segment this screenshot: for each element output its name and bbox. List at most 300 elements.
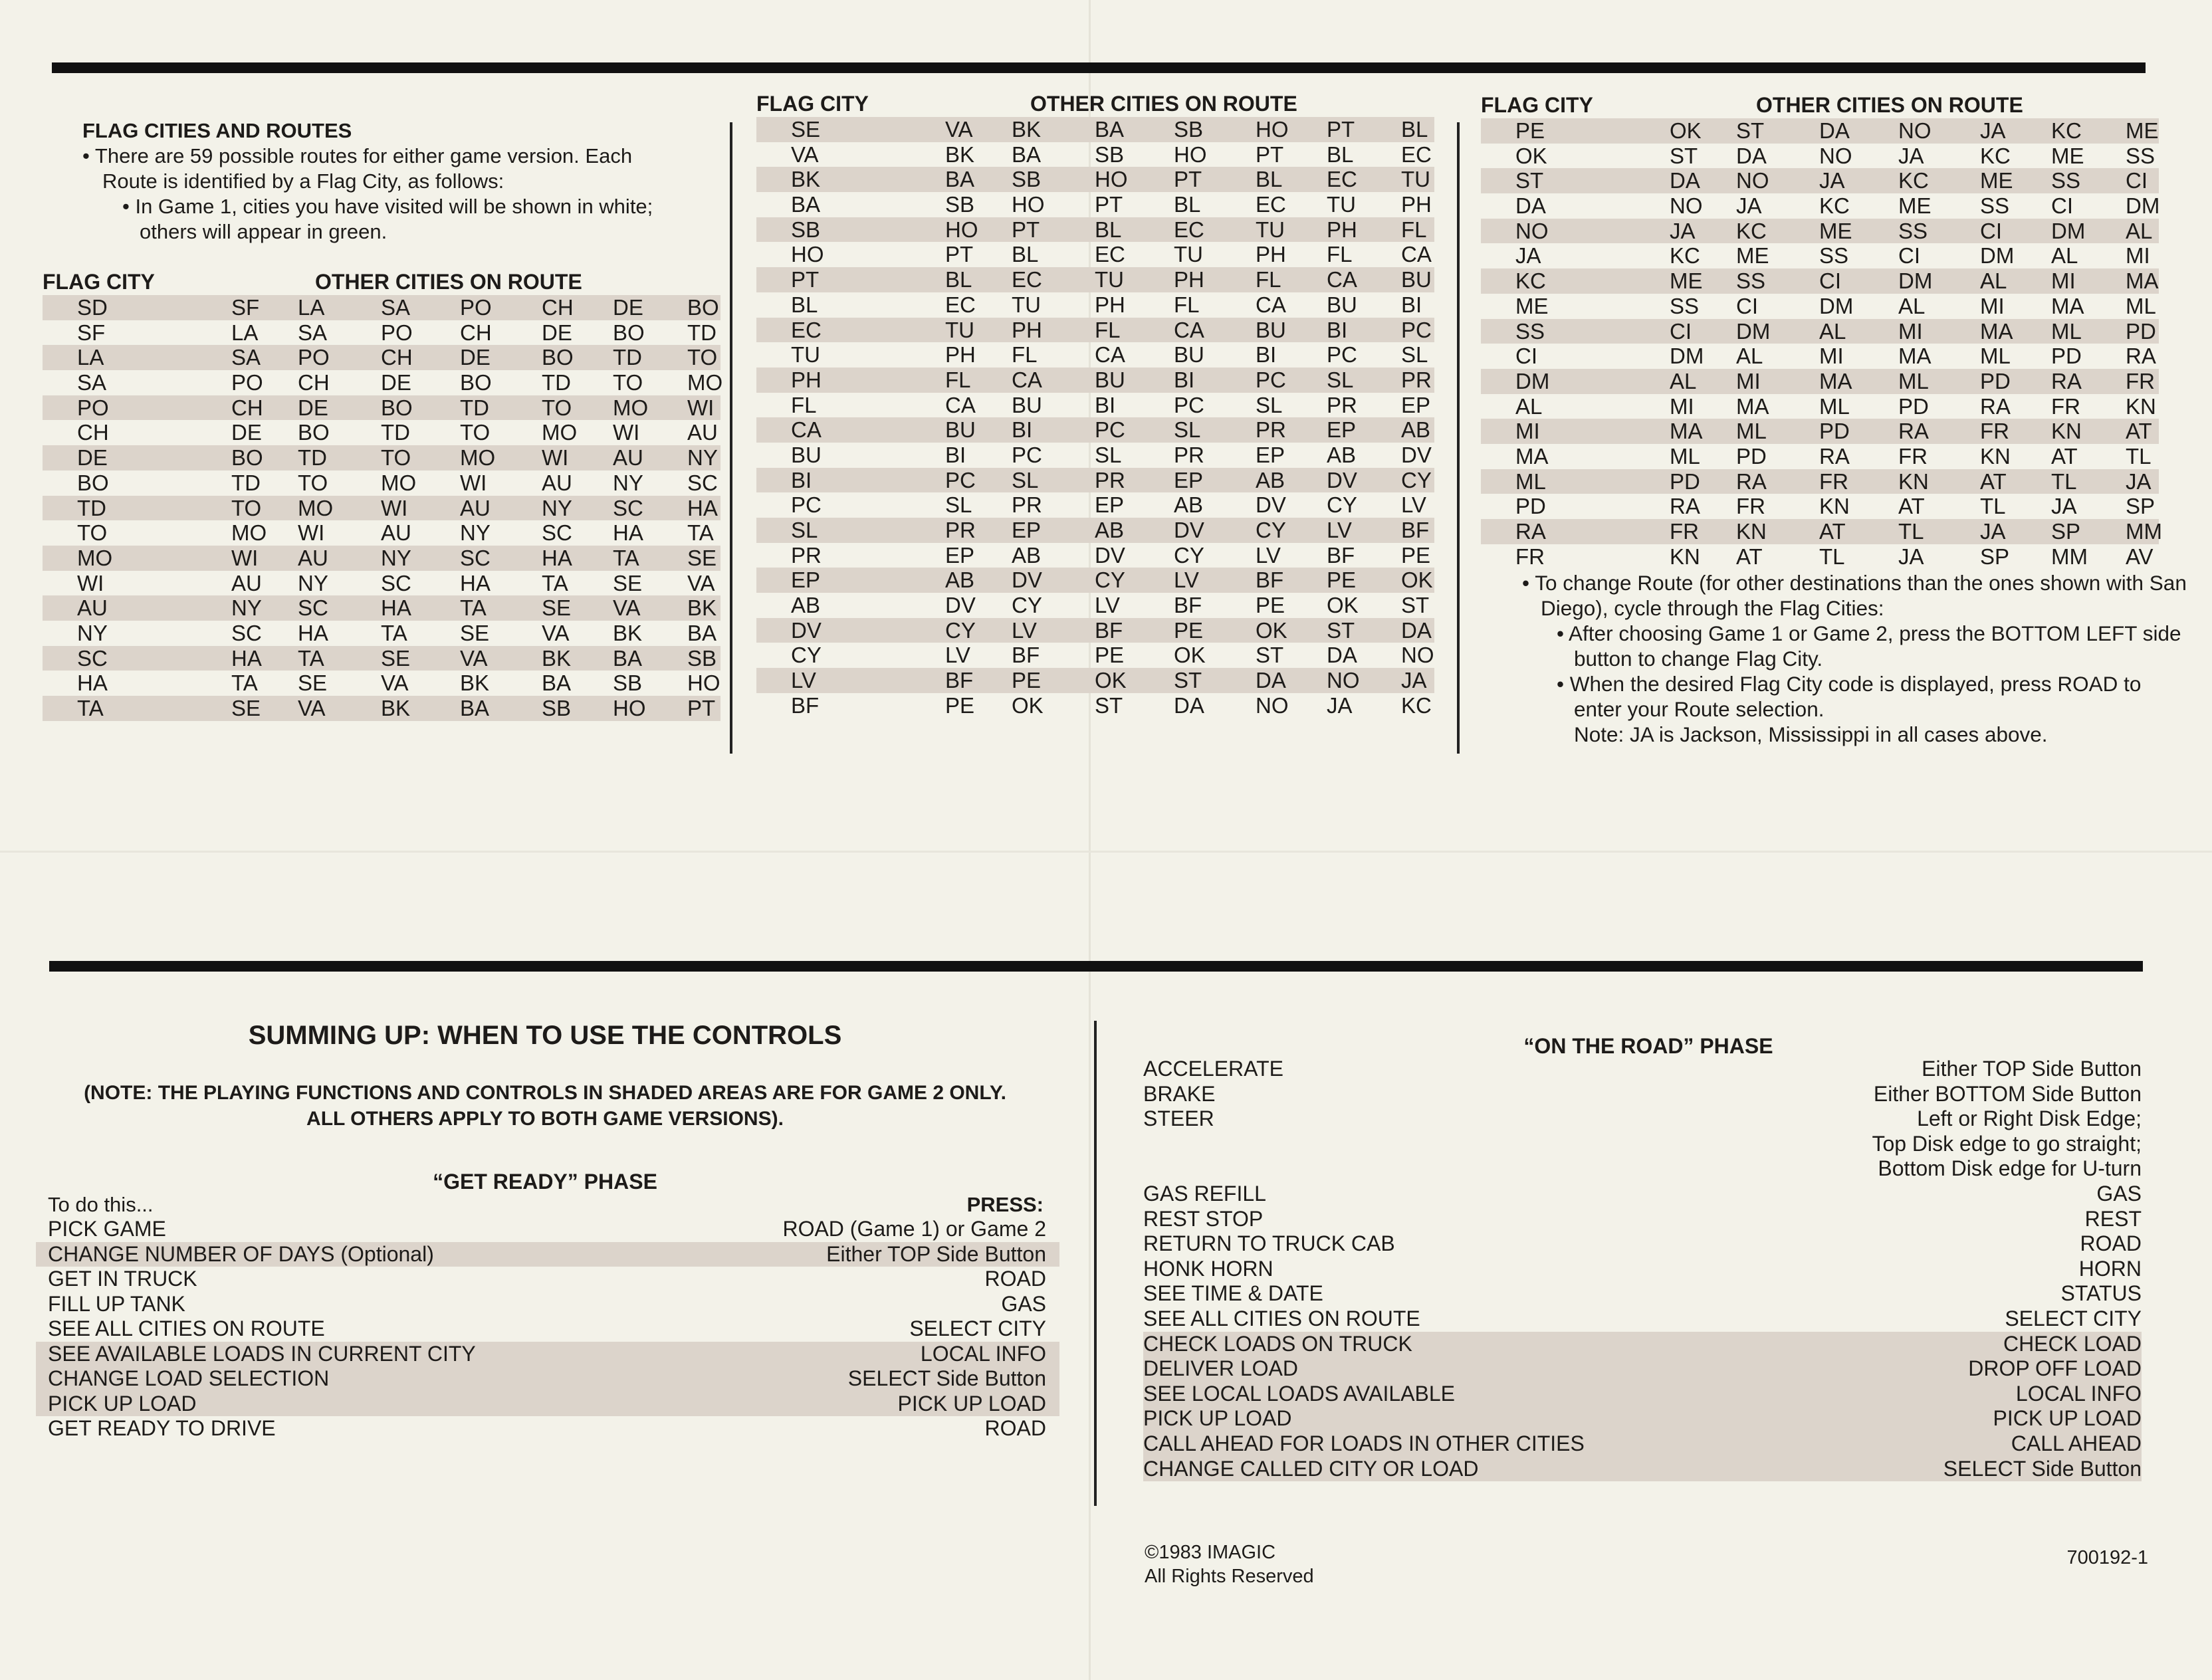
route-city-code: SC: [231, 620, 262, 645]
route-city-code: ME: [1736, 243, 1769, 268]
route-city-code: SL: [1327, 367, 1354, 392]
route-rows: [756, 117, 1434, 718]
route-city-code: MI: [1736, 368, 1761, 393]
get-ready-row: [36, 1292, 1059, 1317]
route-city-code: BO: [613, 320, 645, 345]
route-row: [1481, 394, 2159, 419]
route-city-code: TD: [687, 320, 717, 345]
control-action: CALL AHEAD FOR LOADS IN OTHER CITIES: [1143, 1431, 1585, 1455]
route-row: [756, 492, 1434, 518]
flag-city-code: MI: [1515, 419, 1540, 444]
route-city-code: TO: [298, 470, 328, 495]
route-city-code: EC: [945, 292, 976, 317]
control-press: SELECT Side Button: [1943, 1456, 2142, 1481]
route-city-code: BK: [1012, 117, 1042, 142]
route-city-code: SP: [1980, 544, 2010, 569]
route-city-code: DV: [1095, 542, 1125, 568]
route-city-code: TO: [381, 445, 411, 471]
route-row: [1481, 219, 2159, 244]
route-city-code: PE: [1256, 593, 1285, 618]
route-city-code: WI: [381, 495, 408, 520]
route-city-code: FR: [2126, 368, 2155, 393]
route-city-code: JA: [1980, 519, 2006, 544]
flag-city-code: EC: [791, 317, 822, 342]
route-city-code: CH: [381, 345, 413, 370]
route-city-code: SC: [542, 520, 572, 546]
flag-city-code: PT: [791, 267, 820, 292]
route-city-code: LV: [945, 643, 970, 668]
flag-city-code: BF: [791, 692, 820, 718]
route-city-code: SB: [687, 645, 717, 671]
route-city-code: TD: [460, 395, 489, 420]
control-action: CHANGE NUMBER OF DAYS (Optional): [48, 1241, 434, 1266]
route-city-code: BO: [687, 295, 719, 320]
summary-note-line-1: (NOTE: THE PLAYING FUNCTIONS AND CONTROLS IN SHADED AREAS ARE FOR GAME 2 ONLY.: [84, 1082, 1006, 1104]
route-city-code: SE: [381, 645, 411, 671]
route-city-code: FL: [1401, 217, 1427, 242]
route-city-code: CY: [1401, 467, 1432, 492]
route-city-code: SE: [460, 620, 490, 645]
route-city-code: AL: [2126, 218, 2153, 243]
route-city-code: FR: [1670, 519, 1699, 544]
route-city-code: BI: [1327, 317, 1348, 342]
route-city-code: DV: [1174, 518, 1204, 542]
get-ready-row: [36, 1392, 1059, 1417]
route-city-code: BL: [1095, 217, 1122, 242]
flag-city-code: DE: [77, 445, 108, 471]
route-city-code: PD: [1670, 469, 1700, 494]
route-row: [1481, 444, 2159, 469]
route-city-code: TL: [2051, 469, 2077, 494]
on-road-row: [1143, 1356, 2142, 1382]
route-city-code: TO: [542, 395, 572, 420]
route-city-code: DV: [1256, 492, 1286, 518]
control-press: PICK UP LOAD: [897, 1391, 1046, 1416]
route-city-code: AB: [945, 568, 975, 593]
route-city-code: RA: [2126, 344, 2156, 369]
on-road-row-accelerate: ACCELERATE Either TOP Side Button: [1143, 1057, 2142, 1081]
route-city-code: SC: [381, 570, 411, 595]
route-city-code: VA: [381, 671, 409, 696]
route-row: [756, 518, 1434, 543]
route-city-code: WI: [231, 545, 259, 570]
route-city-code: ST: [1401, 593, 1430, 618]
column-divider-2: [1457, 122, 1460, 754]
note-change-route: • To change Route (for other destinations than the ones shown with San Diego), cycle through the Flag Cities:: [1522, 571, 2187, 620]
flag-city-code: PD: [1515, 494, 1546, 519]
route-city-code: AU: [687, 420, 718, 445]
flag-city-code: PC: [791, 492, 822, 518]
route-city-code: BK: [460, 671, 490, 696]
on-road-row: [1143, 1382, 2142, 1407]
route-city-code: DE: [542, 320, 572, 345]
route-city-code: HA: [542, 545, 572, 570]
get-ready-row: [36, 1342, 1059, 1367]
route-city-code: KN: [2126, 393, 2156, 419]
on-road-row: [1143, 1406, 2142, 1431]
route-city-code: ST: [1670, 143, 1698, 168]
route-city-code: SS: [1819, 243, 1849, 268]
route-row: [43, 471, 720, 496]
control-press: ROAD (Game 1) or Game 2: [782, 1217, 1046, 1241]
route-row: [756, 568, 1434, 593]
route-city-code: PR: [1401, 367, 1432, 392]
route-city-code: SL: [945, 492, 972, 518]
route-city-code: HA: [687, 495, 718, 520]
route-city-code: CY: [945, 617, 976, 643]
route-city-code: AL: [1980, 268, 2007, 294]
route-city-code: KN: [2051, 419, 2082, 444]
route-city-code: LV: [1401, 492, 1426, 518]
route-city-code: ME: [2126, 118, 2159, 143]
route-city-code: ML: [1898, 368, 1929, 393]
route-city-code: WI: [687, 395, 715, 420]
route-city-code: SL: [1401, 342, 1428, 368]
route-city-code: PC: [1012, 442, 1042, 467]
route-city-code: ML: [1819, 393, 1850, 419]
route-city-code: TL: [1898, 519, 1924, 544]
middle-rule: [49, 961, 2143, 972]
route-rows: [1481, 118, 2162, 569]
flag-city-code: CY: [791, 643, 822, 668]
route-city-code: CY: [1327, 492, 1357, 518]
route-city-code: PE: [1401, 542, 1431, 568]
control-action: SEE ALL CITIES ON ROUTE: [1143, 1306, 1420, 1330]
route-city-code: CA: [1401, 242, 1432, 267]
route-city-code: EC: [1327, 167, 1357, 192]
route-city-code: PH: [1012, 317, 1042, 342]
flag-city-code: PR: [791, 542, 822, 568]
route-city-code: LV: [1327, 518, 1352, 542]
route-city-code: SL: [1174, 417, 1201, 443]
route-city-code: RA: [1736, 469, 1767, 494]
route-city-code: OK: [1670, 118, 1702, 143]
route-city-code: BU: [1401, 267, 1432, 292]
route-city-code: DA: [1736, 143, 1767, 168]
route-city-code: LA: [231, 320, 259, 345]
route-city-code: DE: [613, 295, 643, 320]
flag-city-code: DV: [791, 617, 822, 643]
route-city-code: MI: [2051, 268, 2076, 294]
route-city-code: ML: [1670, 443, 1700, 469]
control-action: PICK UP LOAD: [1143, 1406, 1292, 1431]
route-city-code: TU: [1327, 192, 1356, 217]
route-city-code: JA: [2126, 469, 2152, 494]
intro-section: [82, 118, 681, 245]
route-city-code: BU: [1095, 367, 1125, 392]
route-city-code: BO: [298, 420, 330, 445]
route-city-code: AU: [460, 495, 491, 520]
route-city-code: NY: [613, 470, 643, 495]
route-city-code: HA: [298, 620, 328, 645]
route-city-code: MO: [231, 520, 267, 546]
route-city-code: PE: [1095, 643, 1125, 668]
route-city-code: CI: [2126, 168, 2148, 193]
top-rule: [52, 62, 2146, 73]
route-city-code: MA: [2051, 293, 2084, 318]
flag-city-code: AU: [77, 595, 108, 621]
on-road-row: [1143, 1207, 2142, 1232]
route-city-code: TO: [687, 345, 718, 370]
route-city-code: LV: [1012, 617, 1037, 643]
route-city-code: HA: [460, 570, 491, 595]
route-row: [756, 693, 1434, 718]
route-city-code: DM: [1898, 268, 1933, 294]
route-city-code: AT: [2051, 443, 2078, 469]
route-city-code: MA: [2126, 268, 2159, 294]
route-city-code: EP: [1174, 467, 1204, 492]
route-notes: [1522, 570, 2187, 747]
route-city-code: ME: [1898, 193, 1932, 219]
on-road-row-brake: BRAKE Either BOTTOM Side Button: [1143, 1081, 2142, 1106]
route-city-code: LV: [1095, 593, 1120, 618]
route-city-code: SB: [1012, 167, 1042, 192]
flag-city-code: AL: [1515, 393, 1543, 419]
route-city-code: BU: [1174, 342, 1204, 368]
route-city-code: PT: [1256, 142, 1284, 167]
route-city-code: PR: [1256, 417, 1286, 443]
route-city-code: MO: [613, 395, 649, 420]
route-city-code: CA: [945, 392, 976, 417]
route-rows: [43, 295, 723, 721]
note-after-choosing: • After choosing Game 1 or Game 2, press the BOTTOM LEFT side button to change Flag City.: [1557, 621, 2181, 671]
route-city-code: SC: [613, 495, 643, 520]
route-city-code: KC: [2051, 118, 2082, 143]
route-city-code: BL: [1174, 192, 1201, 217]
route-city-code: MO: [381, 470, 417, 495]
route-city-code: PT: [687, 696, 716, 720]
route-city-code: NO: [1736, 168, 1769, 193]
route-row: [1481, 243, 2159, 268]
flag-city-code: NO: [1515, 218, 1549, 243]
flag-city-code: SS: [1515, 318, 1545, 344]
route-city-code: TO: [613, 370, 643, 395]
route-row: [756, 618, 1434, 643]
control-press: SELECT Side Button: [847, 1366, 1046, 1390]
route-city-code: BI: [1012, 417, 1033, 443]
flag-city-code: ST: [1515, 168, 1544, 193]
flag-city-code: NY: [77, 620, 108, 645]
route-row: [1481, 268, 2159, 294]
route-city-code: MA: [1670, 419, 1703, 444]
control-action: PICK GAME: [48, 1217, 166, 1241]
route-city-code: HO: [1012, 192, 1045, 217]
flag-city-code: DA: [1515, 193, 1546, 219]
route-city-code: BK: [613, 620, 643, 645]
flag-city-code: BO: [77, 470, 109, 495]
route-row: [756, 668, 1434, 693]
flag-city-code: HA: [77, 671, 108, 696]
route-city-code: PT: [1174, 167, 1202, 192]
route-city-code: SP: [2126, 494, 2156, 519]
route-city-code: BI: [1174, 367, 1195, 392]
route-city-code: CA: [1327, 267, 1357, 292]
flag-city-code: HO: [791, 242, 824, 267]
control-press: ROAD: [984, 1416, 1046, 1440]
route-row: [756, 292, 1434, 318]
route-city-code: PR: [1327, 392, 1357, 417]
route-city-code: MI: [1819, 344, 1844, 369]
route-city-code: BF: [1095, 617, 1123, 643]
control-action: SEE AVAILABLE LOADS IN CURRENT CITY: [48, 1341, 476, 1366]
route-city-code: DM: [2126, 193, 2160, 219]
route-row: [756, 643, 1434, 668]
route-city-code: MO: [687, 370, 723, 395]
on-road-title: “ON THE ROAD” PHASE: [1523, 1034, 1773, 1058]
note-when-displayed: • When the desired Flag City code is displayed, press ROAD to enter your Route selection.: [1557, 672, 2142, 721]
route-city-code: CA: [1095, 342, 1125, 368]
route-city-code: KN: [1898, 469, 1929, 494]
route-city-code: JA: [1898, 544, 1924, 569]
flag-city-code: DM: [1515, 368, 1550, 393]
route-row: [1481, 519, 2162, 544]
route-city-code: TA: [231, 671, 258, 696]
route-row: [756, 342, 1434, 368]
route-city-code: DA: [1174, 692, 1204, 718]
other-cities-header: OTHER CITIES ON ROUTE: [315, 270, 582, 294]
flag-city-code: MO: [77, 545, 113, 570]
fold-line-horizontal: [0, 851, 2212, 853]
control-action: CHANGE LOAD SELECTION: [48, 1366, 330, 1390]
route-city-code: NY: [381, 545, 411, 570]
route-row: [1481, 469, 2159, 494]
route-city-code: SS: [1898, 218, 1928, 243]
route-city-code: CI: [1819, 268, 1841, 294]
flag-city-code: SE: [791, 117, 821, 142]
route-row: [756, 417, 1434, 443]
summary-note: [0, 1080, 1090, 1132]
route-row: [43, 621, 720, 646]
route-city-code: PR: [1012, 492, 1042, 518]
route-city-code: NO: [1327, 668, 1360, 693]
flag-city-code: TU: [791, 342, 820, 368]
route-city-code: SB: [1095, 142, 1125, 167]
get-ready-title: “GET READY” PHASE: [433, 1170, 657, 1194]
on-road-row: [1143, 1431, 2142, 1457]
route-city-code: BF: [1401, 518, 1430, 542]
route-city-code: SB: [1174, 117, 1204, 142]
get-ready-col-right: PRESS:: [966, 1193, 1044, 1216]
route-city-code: KN: [1980, 443, 2011, 469]
route-city-code: HA: [231, 645, 262, 671]
route-city-code: DV: [1401, 442, 1432, 467]
flag-city-code: SA: [77, 370, 107, 395]
route-city-code: ML: [1980, 344, 2011, 369]
flag-city-code: BI: [791, 467, 812, 492]
route-row: [1481, 168, 2159, 193]
get-ready-table: [36, 1217, 1059, 1441]
route-city-code: MO: [542, 420, 578, 445]
route-city-code: BA: [542, 671, 572, 696]
route-city-code: PD: [1819, 419, 1850, 444]
route-city-code: FL: [1327, 242, 1353, 267]
flag-city-code: SF: [77, 320, 106, 345]
flag-city-code: SD: [77, 295, 108, 320]
route-city-code: SS: [1980, 193, 2010, 219]
route-city-code: OK: [1401, 568, 1433, 593]
route-city-code: KN: [1736, 519, 1767, 544]
route-city-code: SB: [613, 671, 643, 696]
route-city-code: MA: [1736, 393, 1769, 419]
summary-title: SUMMING UP: WHEN TO USE THE CONTROLS: [248, 1021, 842, 1050]
route-city-code: NY: [460, 520, 491, 546]
route-row: [756, 393, 1434, 418]
route-city-code: AB: [1401, 417, 1431, 443]
route-row: [756, 167, 1434, 192]
flag-city-code: ME: [1515, 293, 1549, 318]
route-city-code: CI: [1980, 218, 2002, 243]
route-city-code: BF: [945, 668, 974, 693]
route-city-code: NO: [1256, 692, 1289, 718]
route-city-code: SP: [2051, 519, 2081, 544]
route-city-code: EP: [1095, 492, 1125, 518]
route-city-code: SA: [381, 295, 411, 320]
route-city-code: CH: [542, 295, 574, 320]
route-city-code: LV: [1256, 542, 1281, 568]
route-city-code: SF: [231, 295, 260, 320]
column-divider-3: [1094, 1021, 1097, 1506]
route-city-code: BK: [381, 696, 411, 720]
route-city-code: MI: [2126, 243, 2150, 268]
route-city-code: MI: [1670, 393, 1694, 419]
flag-city-code: FL: [791, 392, 817, 417]
route-city-code: AB: [1256, 467, 1285, 492]
route-row: [1481, 118, 2159, 144]
route-city-code: PD: [1980, 368, 2011, 393]
route-city-code: KN: [1670, 544, 1700, 569]
route-city-code: NO: [1819, 143, 1852, 168]
route-row: [43, 595, 720, 621]
route-city-code: CA: [1174, 317, 1204, 342]
flag-city-code: AB: [791, 593, 821, 618]
route-city-code: SE: [687, 545, 717, 570]
route-city-code: ME: [1670, 268, 1703, 294]
route-city-code: TD: [298, 445, 327, 471]
flag-city-header: FLAG CITY: [756, 92, 869, 116]
route-city-code: CI: [1736, 293, 1758, 318]
route-city-code: PT: [1012, 217, 1040, 242]
route-city-code: JA: [1819, 168, 1845, 193]
route-city-code: BO: [460, 370, 492, 395]
route-city-code: BL: [1327, 142, 1354, 167]
route-city-code: NO: [1898, 118, 1932, 143]
route-city-code: AV: [2126, 544, 2154, 569]
route-row: [43, 646, 720, 671]
route-city-code: EC: [1012, 267, 1042, 292]
route-city-code: DM: [1736, 318, 1771, 344]
route-city-code: BL: [1401, 117, 1428, 142]
route-city-code: BI: [1401, 292, 1422, 317]
route-city-code: TU: [1401, 167, 1430, 192]
flag-city-code: JA: [1515, 243, 1541, 268]
route-city-code: FL: [1256, 267, 1281, 292]
route-city-code: ST: [1174, 668, 1202, 693]
route-city-code: EC: [1095, 242, 1125, 267]
route-city-code: SL: [1256, 392, 1283, 417]
route-row: [1481, 419, 2159, 444]
route-city-code: AB: [1095, 518, 1125, 542]
route-city-code: SS: [1736, 268, 1766, 294]
route-city-code: CH: [298, 370, 330, 395]
route-city-code: KC: [1670, 243, 1700, 268]
route-city-code: SS: [2051, 168, 2081, 193]
control-press: PICK UP LOAD: [1993, 1406, 2142, 1431]
control-action: FILL UP TANK: [48, 1291, 185, 1316]
on-road-row: [1143, 1332, 2142, 1357]
control-press: Either TOP Side Button: [826, 1241, 1046, 1266]
route-city-code: PR: [1095, 467, 1125, 492]
route-city-code: ST: [1256, 643, 1284, 668]
